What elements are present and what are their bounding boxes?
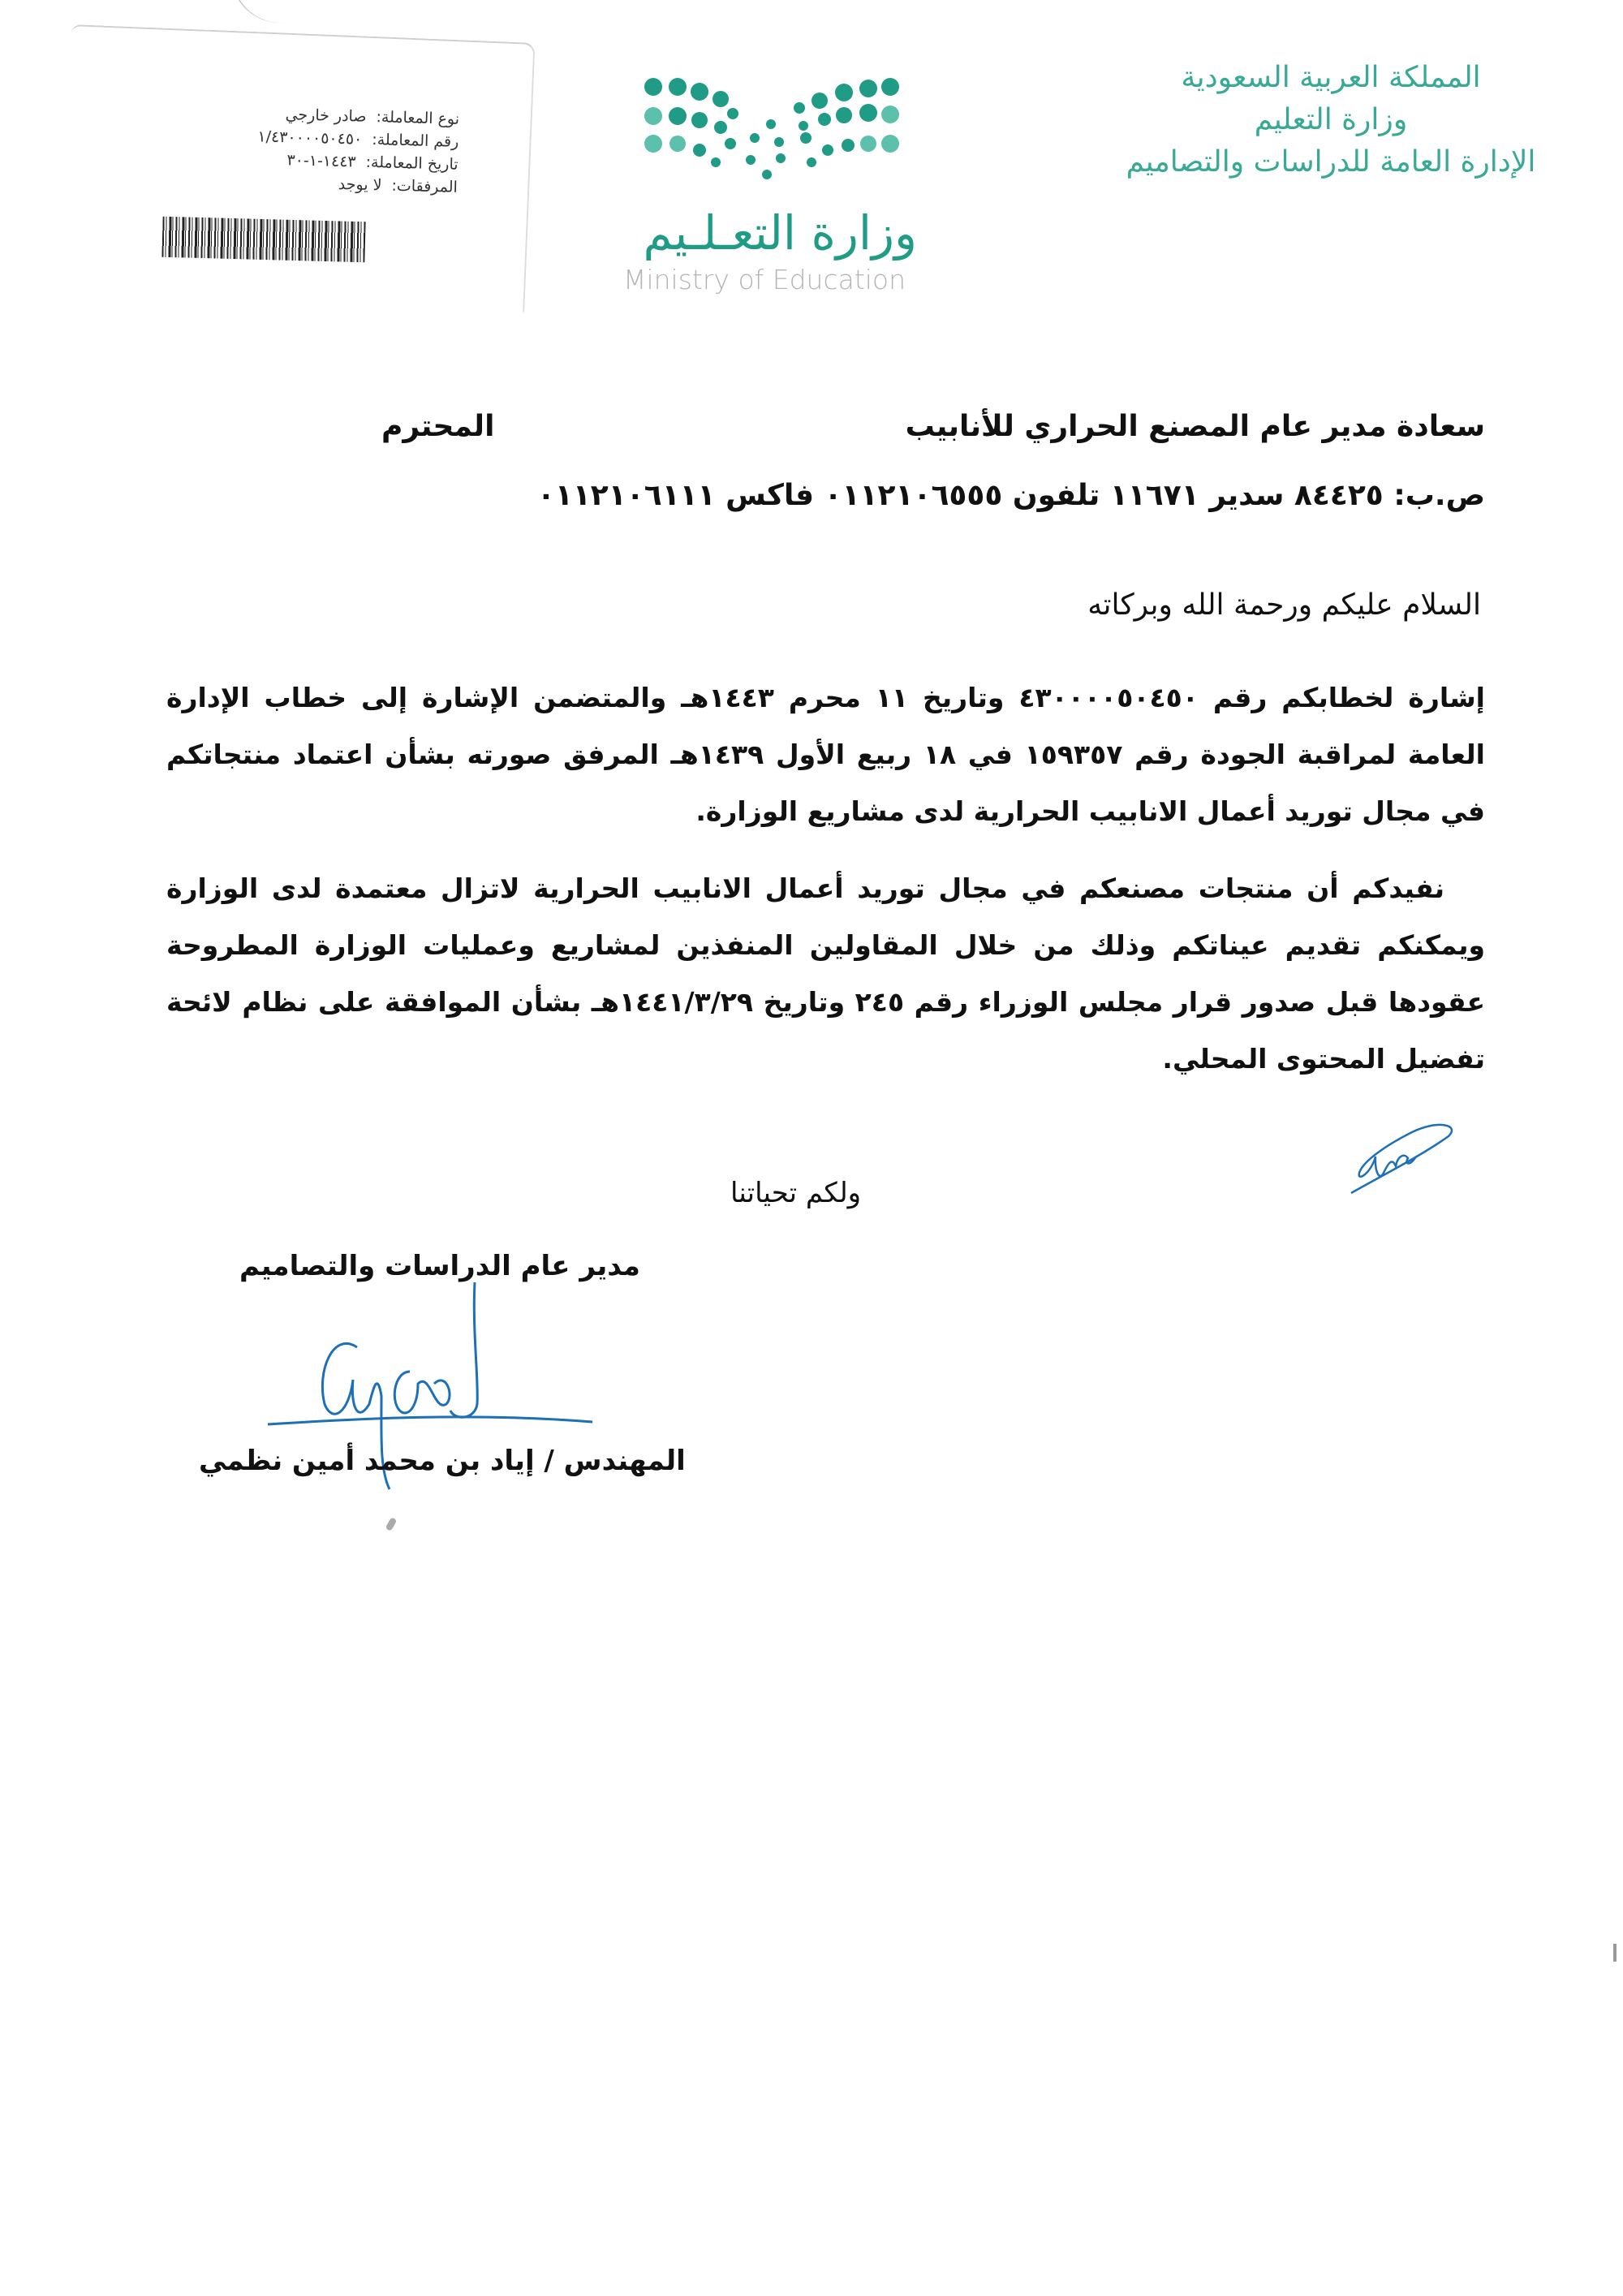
- letterhead: [1104, 57, 1558, 183]
- barcode-icon: [161, 217, 365, 263]
- logo-dot: [712, 91, 729, 107]
- letterhead-ministry: وزارة التعليم: [1254, 103, 1408, 136]
- logo-dot: [669, 107, 687, 125]
- logo-dot: [822, 144, 833, 156]
- logo-dot: [669, 136, 686, 152]
- logo-dot: [881, 135, 899, 153]
- greeting: السلام عليكم ورحمة الله وبركاته: [1087, 588, 1481, 622]
- logo-dot: [812, 93, 828, 109]
- scan-artifact: [231, 0, 313, 31]
- logo-dot: [691, 83, 708, 101]
- logo-dot: [711, 157, 721, 167]
- logo-dot: [835, 84, 853, 101]
- stamp-row-date: تاريخ المعاملة: ١٤٤٣-١-٣٠: [286, 151, 458, 174]
- dot-matrix-logo-icon: [617, 69, 958, 207]
- logo-dot: [644, 135, 662, 153]
- stamp-row-attachments: المرفقات: لا يوجد: [338, 174, 458, 196]
- logo-dot: [644, 78, 662, 96]
- recipient-line: [166, 410, 1485, 443]
- ministry-logo: [617, 69, 958, 304]
- logo-dot: [859, 104, 877, 122]
- logo-dot: [881, 78, 899, 96]
- logo-dot: [669, 78, 687, 96]
- body-paragraph-2: نفيدكم أن منتجات مصنعكم في مجال توريد أعمال الانابيب الحرارية لاتزال معتمدة لدى الوزارة ويمكنكم تقديم عيناتكم وذلك من خلال المقاولين المنفذين لمشاريع وعمليات الوزارة المطروحة عقودها قبل صدور قرار مجلس الوزراء رقم ٢٤٥ وتاريخ ١٤٤١/٣/٢٩هـ بشأن الموافقة على نظام لائحة تفضيل المحتوى المحلي.: [166, 872, 1486, 1075]
- logo-dot: [799, 121, 808, 131]
- logo-dot: [725, 138, 736, 149]
- logo-dot: [807, 157, 816, 167]
- letterhead-department: الإدارة العامة للدراسات والتصاميم: [1126, 145, 1536, 179]
- logo-dot: [691, 112, 708, 128]
- scan-smudge: [385, 1517, 398, 1531]
- logo-dot: [818, 113, 831, 126]
- logo-dot: [836, 107, 852, 123]
- transaction-stamp: [157, 100, 460, 199]
- logo-arabic-text: وزارة التعـلـيم: [643, 205, 917, 261]
- signatory-name: المهندس / إياد بن محمد أمين نظمي: [199, 1445, 686, 1477]
- closing-line: ولكم تحياتنا: [730, 1177, 862, 1209]
- logo-english-text: Ministry of Education: [623, 264, 906, 295]
- stamp-row-number: رقم المعاملة: ١/٤٣٠٠٠٠٥٠٤٥٠: [257, 127, 459, 151]
- body-paragraph-1: إشارة لخطابكم رقم ٤٣٠٠٠٠٥٠٤٥٠ وتاريخ ١١ محرم ١٤٤٣هـ والمتضمن الإشارة إلى خطاب الإدارة العامة لمراقبة الجودة رقم ١٥٩٣٥٧ في ١٨ ربيع الأول ١٤٣٩هـ المرفق صورته بشأن اعتماد منتجاتكم في مجال توريد أعمال الانابيب الحرارية لدى مشاريع الوزارة.: [166, 682, 1485, 827]
- logo-dot: [881, 106, 899, 123]
- logo-dot: [714, 121, 727, 134]
- recipient-address: سعادة مدير عام المصنع الحراري للأنابيب: [905, 410, 1485, 443]
- logo-dot: [860, 136, 876, 152]
- logo-dot: [644, 107, 662, 125]
- logo-dot: [859, 80, 877, 97]
- signatory-title: مدير عام الدراسات والتصاميم: [239, 1250, 640, 1282]
- logo-dot: [794, 102, 805, 114]
- logo-dot: [762, 170, 772, 179]
- logo-dot: [766, 119, 776, 129]
- logo-dot: [774, 137, 784, 147]
- stamp-row-type: نوع المعاملة: صادر خارجي: [285, 106, 460, 128]
- recipient-honorific: المحترم: [381, 410, 495, 443]
- recipient-contact: ص.ب: ٨٤٤٢٥ سدير ١١٦٧١ تلفون ٠١١٢١٠٦٥٥٥ فاكس ٠١١٢١٠٦١١١: [536, 479, 1485, 512]
- logo-dot: [800, 132, 812, 144]
- letterhead-country: المملكة العربية السعودية: [1181, 61, 1481, 94]
- logo-dot: [693, 144, 706, 157]
- logo-dot: [776, 153, 786, 163]
- initials-signature-icon: [1347, 1116, 1461, 1197]
- logo-dot: [727, 108, 738, 119]
- scan-edge-mark: [1613, 1944, 1617, 1962]
- logo-dot: [746, 155, 756, 165]
- logo-dot: [842, 139, 855, 152]
- logo-dot: [750, 133, 760, 143]
